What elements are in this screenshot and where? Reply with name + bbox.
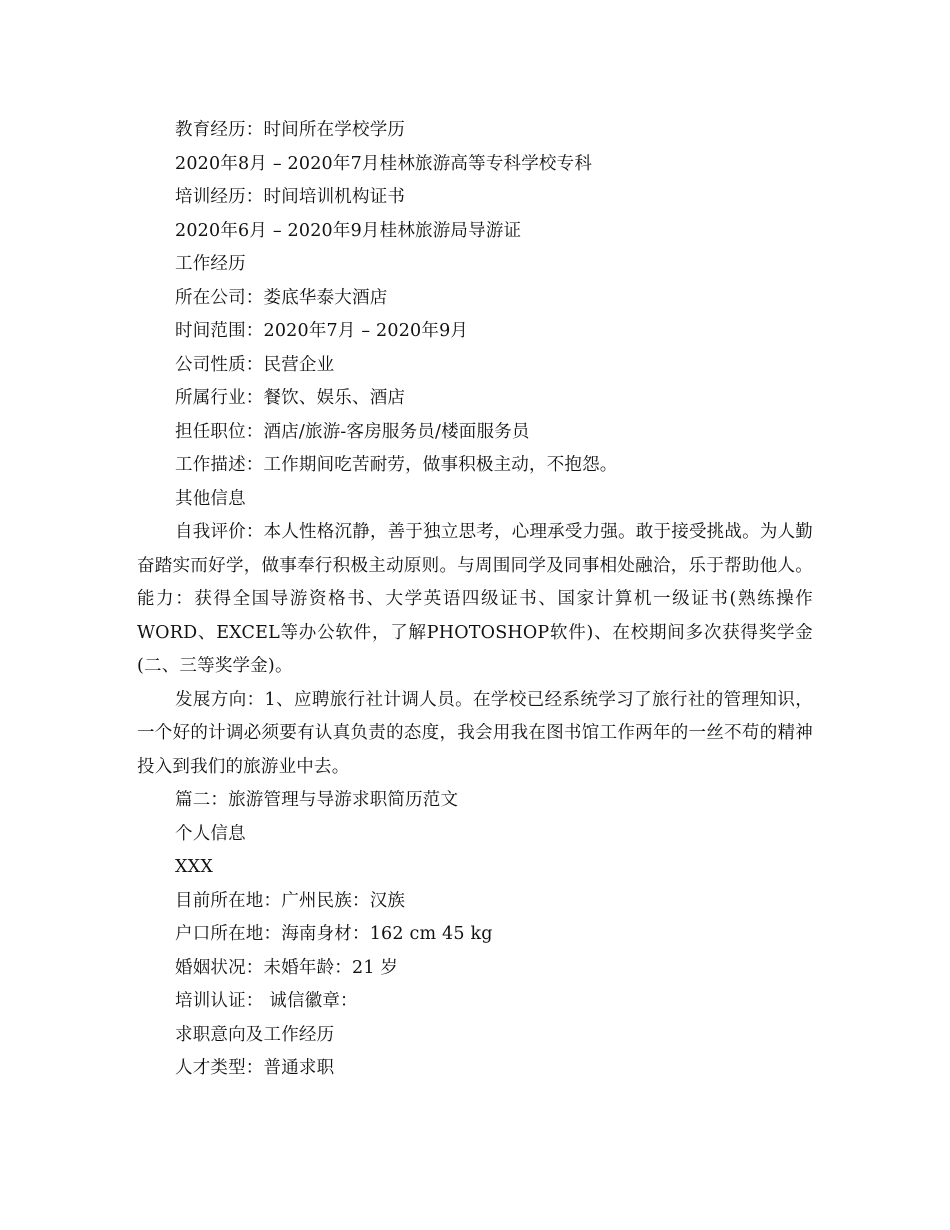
training-header: 培训经历：时间培训机构证书 [175, 187, 406, 207]
training-entry: 2020年6月 – 2020年9月桂林旅游局导游证 [175, 220, 522, 241]
job-intention-heading: 求职意向及工作经历 [175, 1024, 335, 1045]
section-two-title: 篇二：旅游管理与导游求职简历范文 [175, 790, 459, 810]
development-paragraph: 发展方向：1、应聘旅行社计调人员。在学校已经系统学习了旅行社的管理知识，一个好的计调必须要有认真负责的态度，我会用我在图书馆工作两年的一丝不苟的精神投入到我们的旅游业中去。 [137, 689, 813, 777]
talent-type-line: 人才类型：普通求职 [175, 1058, 335, 1078]
self-evaluation-paragraph: 自我评价：本人性格沉静，善于独立思考，心理承受力强。敢于接受挑战。为人勤奋踏实而好学，做事奉行积极主动原则。与周围同学及同事相处融洽，乐于帮助他人。能力：获得全国导游资格书、大学英语四级证书、国家计算机一级证书(熟练操作WORD、EXCEL等办公软件，了解PHOTOSHOP软件)、在校期间多次获得奖学金(二、三等奖学金)。 [137, 522, 813, 676]
work-experience-heading: 工作经历 [175, 254, 246, 274]
education-entry: 2020年8月 – 2020年7月桂林旅游高等专科学校专科 [175, 153, 593, 174]
position-line: 担任职位：酒店/旅游-客房服务员/楼面服务员 [175, 421, 530, 442]
marital-line: 婚姻状况：未婚年龄：21 岁 [175, 957, 399, 978]
personal-info-heading: 个人信息 [175, 823, 246, 844]
hukou-line: 户口所在地：海南身材：162 cm 45 kg [175, 924, 493, 944]
name-line: XXX [175, 857, 213, 877]
industry-line: 所属行业：餐饮、娱乐、酒店 [175, 388, 406, 408]
education-header: 教育经历：时间所在学校学历 [175, 120, 406, 140]
location-line: 目前所在地：广州民族：汉族 [175, 890, 406, 911]
company-type-line: 公司性质：民营企业 [175, 354, 335, 375]
certification-line: 培训认证： 诚信徽章： [175, 991, 358, 1011]
time-range-line: 时间范围：2020年7月 – 2020年9月 [175, 321, 469, 341]
document-body [137, 114, 813, 1086]
other-info-heading: 其他信息 [175, 488, 246, 509]
job-description-line: 工作描述：工作期间吃苦耐劳，做事积极主动，不抱怨。 [175, 455, 618, 475]
company-line: 所在公司：娄底华泰大酒店 [175, 287, 388, 308]
